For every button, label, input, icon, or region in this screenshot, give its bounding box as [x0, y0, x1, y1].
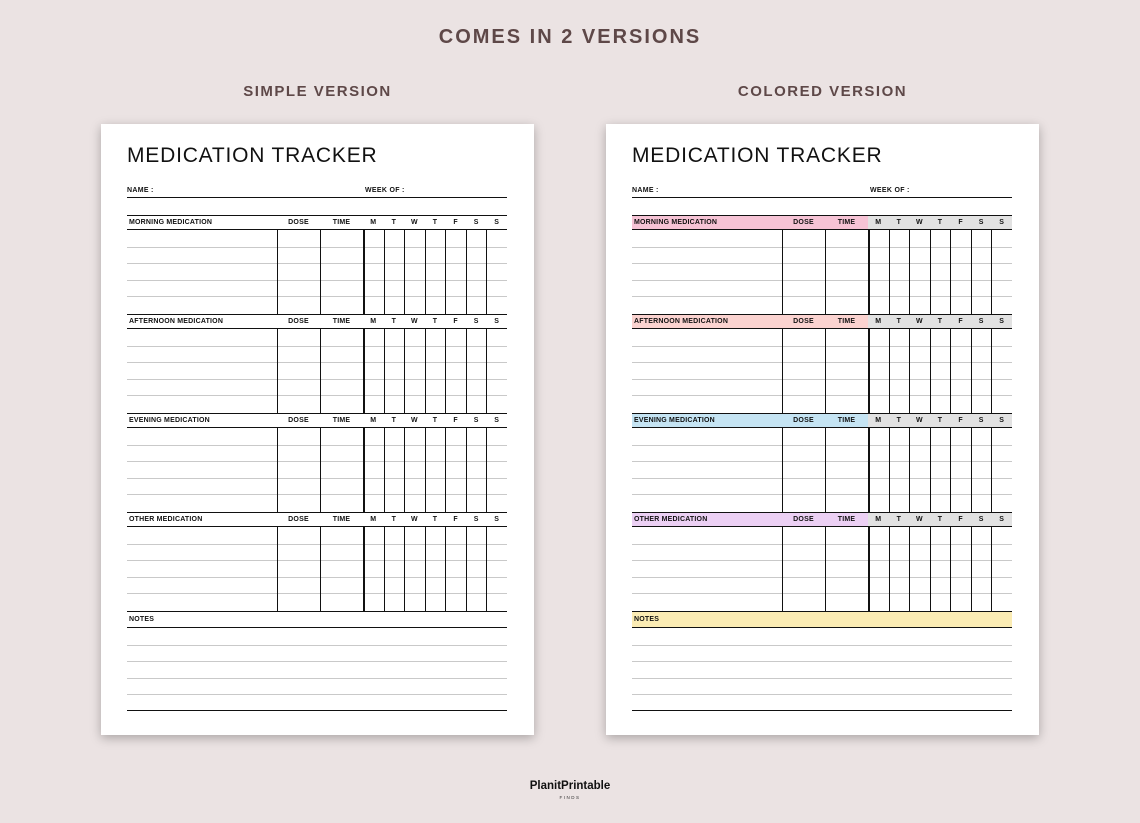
- day-column-label: W: [411, 417, 418, 424]
- day-column-label: S: [999, 219, 1005, 226]
- medication-section: [632, 215, 1012, 314]
- column-divider: [466, 527, 467, 611]
- day-column-label: M: [875, 417, 882, 424]
- column-divider: [930, 527, 931, 611]
- day-column-label: F: [958, 318, 963, 325]
- row-line: [632, 280, 1012, 281]
- row-line: [127, 461, 507, 462]
- column-divider: [384, 428, 385, 512]
- column-divider: [486, 329, 487, 413]
- row-line: [632, 247, 1012, 248]
- column-divider: [930, 230, 931, 314]
- column-divider: [825, 527, 826, 611]
- column-divider: [404, 329, 405, 413]
- day-column-label: M: [875, 516, 882, 523]
- time-column-label: TIME: [332, 318, 351, 325]
- dose-column-label: DOSE: [793, 417, 814, 424]
- row-line: [127, 296, 507, 297]
- row-line: [632, 379, 1012, 380]
- medication-grid: [632, 215, 1012, 711]
- section-label: MORNING MEDICATION: [129, 219, 213, 226]
- medication-section: [127, 314, 507, 413]
- row-line: [632, 346, 1012, 347]
- column-divider: [277, 230, 278, 314]
- section-label: MORNING MEDICATION: [634, 219, 718, 226]
- column-divider: [971, 428, 972, 512]
- dose-column-label: DOSE: [793, 219, 814, 226]
- column-divider: [425, 329, 426, 413]
- name-label: NAME :: [127, 187, 154, 194]
- day-column-label: S: [978, 516, 984, 523]
- column-divider: [782, 329, 783, 413]
- column-divider: [889, 230, 890, 314]
- column-divider: [825, 329, 826, 413]
- medication-section: [127, 413, 507, 512]
- notes-line: [127, 678, 507, 679]
- column-divider: [404, 527, 405, 611]
- day-column-label: W: [916, 318, 923, 325]
- notes-bottom-line: [127, 710, 507, 712]
- row-line: [127, 395, 507, 396]
- section-rows: [127, 329, 507, 413]
- simple-version-sheet: [101, 124, 534, 735]
- day-column-label: F: [958, 417, 963, 424]
- day-column-label: S: [494, 219, 500, 226]
- column-divider: [384, 230, 385, 314]
- day-column-label: M: [875, 219, 882, 226]
- section-header: [632, 215, 1012, 230]
- column-divider: [277, 428, 278, 512]
- section-label: OTHER MEDICATION: [129, 516, 203, 523]
- column-divider: [425, 527, 426, 611]
- column-divider: [950, 230, 951, 314]
- notes-section: [632, 611, 1012, 711]
- sheet-title: MEDICATION TRACKER: [127, 144, 378, 167]
- column-divider: [889, 428, 890, 512]
- medication-section: [632, 314, 1012, 413]
- row-line: [632, 494, 1012, 495]
- name-label: NAME :: [632, 187, 659, 194]
- day-column-label: M: [370, 219, 377, 226]
- column-divider: [384, 527, 385, 611]
- column-divider: [991, 428, 992, 512]
- section-rows: [632, 329, 1012, 413]
- medication-section: [632, 413, 1012, 512]
- column-divider: [909, 230, 910, 314]
- section-label: AFTERNOON MEDICATION: [634, 318, 729, 325]
- day-column-label: S: [978, 318, 984, 325]
- column-divider: [782, 428, 783, 512]
- name-week-row: [127, 183, 507, 198]
- time-column-label: TIME: [837, 516, 856, 523]
- day-column-label: T: [896, 516, 902, 523]
- colored-version-sheet: [606, 124, 1039, 735]
- week-of-label: WEEK OF :: [870, 187, 910, 194]
- column-divider: [466, 329, 467, 413]
- notes-section: [127, 611, 507, 711]
- day-column-label: T: [896, 219, 902, 226]
- column-divider: [909, 329, 910, 413]
- day-column-label: S: [978, 417, 984, 424]
- time-column-label: TIME: [837, 318, 856, 325]
- row-line: [632, 544, 1012, 545]
- notes-header: [127, 611, 507, 628]
- column-divider: [991, 329, 992, 413]
- dose-column-label: DOSE: [288, 417, 309, 424]
- dose-column-label: DOSE: [288, 219, 309, 226]
- column-divider: [971, 329, 972, 413]
- day-column-label: S: [494, 318, 500, 325]
- day-column-label: T: [391, 417, 397, 424]
- notes-line: [632, 694, 1012, 695]
- notes-label: NOTES: [129, 616, 155, 623]
- day-column-label: F: [453, 219, 458, 226]
- column-divider: [363, 527, 365, 611]
- row-line: [632, 593, 1012, 594]
- brand-logo: PlanitPrintable: [529, 780, 611, 792]
- row-line: [632, 296, 1012, 297]
- column-divider: [445, 527, 446, 611]
- day-column-label: T: [432, 516, 438, 523]
- column-divider: [466, 428, 467, 512]
- column-divider: [277, 527, 278, 611]
- day-column-label: W: [411, 516, 418, 523]
- column-divider: [320, 527, 321, 611]
- row-line: [127, 346, 507, 347]
- day-column-label: W: [916, 516, 923, 523]
- column-divider: [445, 230, 446, 314]
- notes-line: [127, 694, 507, 695]
- row-line: [127, 478, 507, 479]
- section-rows: [127, 428, 507, 512]
- section-rows: [632, 527, 1012, 611]
- column-divider: [320, 230, 321, 314]
- dose-column-label: DOSE: [793, 516, 814, 523]
- day-column-label: S: [494, 516, 500, 523]
- day-column-label: S: [494, 417, 500, 424]
- day-column-label: T: [432, 219, 438, 226]
- column-divider: [889, 527, 890, 611]
- column-divider: [868, 230, 870, 314]
- column-divider: [930, 428, 931, 512]
- day-column-label: T: [391, 219, 397, 226]
- day-column-label: T: [937, 516, 943, 523]
- row-line: [632, 445, 1012, 446]
- column-divider: [486, 230, 487, 314]
- column-divider: [425, 230, 426, 314]
- day-column-label: M: [370, 516, 377, 523]
- column-divider: [868, 329, 870, 413]
- section-rows: [632, 428, 1012, 512]
- row-line: [127, 593, 507, 594]
- row-line: [127, 577, 507, 578]
- day-column-label: S: [473, 219, 479, 226]
- row-line: [127, 280, 507, 281]
- day-column-label: T: [896, 318, 902, 325]
- time-column-label: TIME: [332, 417, 351, 424]
- column-divider: [950, 329, 951, 413]
- time-column-label: TIME: [837, 219, 856, 226]
- notes-bottom-line: [632, 710, 1012, 712]
- section-header: [632, 512, 1012, 527]
- section-header: [127, 215, 507, 230]
- column-divider: [971, 527, 972, 611]
- notes-header: [632, 611, 1012, 628]
- section-label: OTHER MEDICATION: [634, 516, 708, 523]
- column-divider: [320, 428, 321, 512]
- column-divider: [486, 428, 487, 512]
- simple-version-label: SIMPLE VERSION: [243, 83, 392, 100]
- day-column-label: T: [391, 318, 397, 325]
- section-label: EVENING MEDICATION: [129, 417, 210, 424]
- column-divider: [782, 230, 783, 314]
- day-column-label: T: [432, 318, 438, 325]
- notes-line: [632, 678, 1012, 679]
- section-label: EVENING MEDICATION: [634, 417, 715, 424]
- row-line: [127, 263, 507, 264]
- notes-line: [127, 645, 507, 646]
- column-divider: [991, 527, 992, 611]
- column-divider: [445, 428, 446, 512]
- column-divider: [950, 527, 951, 611]
- row-line: [127, 560, 507, 561]
- day-column-label: S: [473, 417, 479, 424]
- column-divider: [425, 428, 426, 512]
- row-line: [127, 379, 507, 380]
- row-line: [632, 577, 1012, 578]
- section-rows: [127, 230, 507, 314]
- row-line: [127, 494, 507, 495]
- column-divider: [363, 428, 365, 512]
- day-column-label: S: [999, 318, 1005, 325]
- column-divider: [384, 329, 385, 413]
- column-divider: [909, 428, 910, 512]
- day-column-label: W: [916, 417, 923, 424]
- day-column-label: S: [999, 516, 1005, 523]
- section-header: [127, 413, 507, 428]
- row-line: [632, 263, 1012, 264]
- notes-line: [632, 645, 1012, 646]
- dose-column-label: DOSE: [793, 318, 814, 325]
- day-column-label: T: [896, 417, 902, 424]
- section-header: [632, 314, 1012, 329]
- day-column-label: S: [473, 318, 479, 325]
- section-rows: [127, 527, 507, 611]
- row-line: [127, 247, 507, 248]
- row-line: [632, 395, 1012, 396]
- notes-label: NOTES: [634, 616, 660, 623]
- column-divider: [486, 527, 487, 611]
- section-rows: [632, 230, 1012, 314]
- column-divider: [320, 329, 321, 413]
- column-divider: [930, 329, 931, 413]
- medication-section: [127, 512, 507, 611]
- column-divider: [825, 428, 826, 512]
- name-week-row: [632, 183, 1012, 198]
- day-column-label: S: [978, 219, 984, 226]
- colored-version-label: COLORED VERSION: [737, 83, 908, 100]
- day-column-label: S: [473, 516, 479, 523]
- day-column-label: F: [958, 219, 963, 226]
- row-line: [632, 478, 1012, 479]
- day-column-label: F: [453, 516, 458, 523]
- column-divider: [889, 329, 890, 413]
- day-column-label: M: [370, 417, 377, 424]
- column-divider: [363, 230, 365, 314]
- day-column-label: T: [937, 318, 943, 325]
- day-column-label: T: [937, 219, 943, 226]
- row-line: [632, 461, 1012, 462]
- row-line: [127, 544, 507, 545]
- medication-grid: [127, 215, 507, 711]
- section-header: [127, 512, 507, 527]
- day-column-label: M: [875, 318, 882, 325]
- section-header: [632, 413, 1012, 428]
- day-column-label: W: [411, 219, 418, 226]
- day-column-label: S: [999, 417, 1005, 424]
- section-header: [127, 314, 507, 329]
- day-column-label: T: [391, 516, 397, 523]
- time-column-label: TIME: [837, 417, 856, 424]
- column-divider: [782, 527, 783, 611]
- column-divider: [868, 428, 870, 512]
- medication-section: [127, 215, 507, 314]
- dose-column-label: DOSE: [288, 318, 309, 325]
- column-divider: [991, 230, 992, 314]
- column-divider: [909, 527, 910, 611]
- time-column-label: TIME: [332, 516, 351, 523]
- column-divider: [404, 230, 405, 314]
- row-line: [127, 362, 507, 363]
- column-divider: [825, 230, 826, 314]
- column-divider: [466, 230, 467, 314]
- notes-line: [632, 661, 1012, 662]
- day-column-label: F: [453, 417, 458, 424]
- column-divider: [363, 329, 365, 413]
- dose-column-label: DOSE: [288, 516, 309, 523]
- row-line: [632, 362, 1012, 363]
- column-divider: [445, 329, 446, 413]
- day-column-label: M: [370, 318, 377, 325]
- time-column-label: TIME: [332, 219, 351, 226]
- medication-section: [632, 512, 1012, 611]
- notes-line: [127, 661, 507, 662]
- row-line: [632, 560, 1012, 561]
- day-column-label: F: [958, 516, 963, 523]
- headline: COMES IN 2 VERSIONS: [438, 26, 702, 48]
- day-column-label: T: [432, 417, 438, 424]
- day-column-label: T: [937, 417, 943, 424]
- sheet-title: MEDICATION TRACKER: [632, 144, 883, 167]
- week-of-label: WEEK OF :: [365, 187, 405, 194]
- brand-tagline: FINDS: [559, 795, 581, 800]
- day-column-label: W: [411, 318, 418, 325]
- column-divider: [971, 230, 972, 314]
- row-line: [127, 445, 507, 446]
- column-divider: [950, 428, 951, 512]
- day-column-label: W: [916, 219, 923, 226]
- section-label: AFTERNOON MEDICATION: [129, 318, 224, 325]
- column-divider: [277, 329, 278, 413]
- column-divider: [404, 428, 405, 512]
- column-divider: [868, 527, 870, 611]
- day-column-label: F: [453, 318, 458, 325]
